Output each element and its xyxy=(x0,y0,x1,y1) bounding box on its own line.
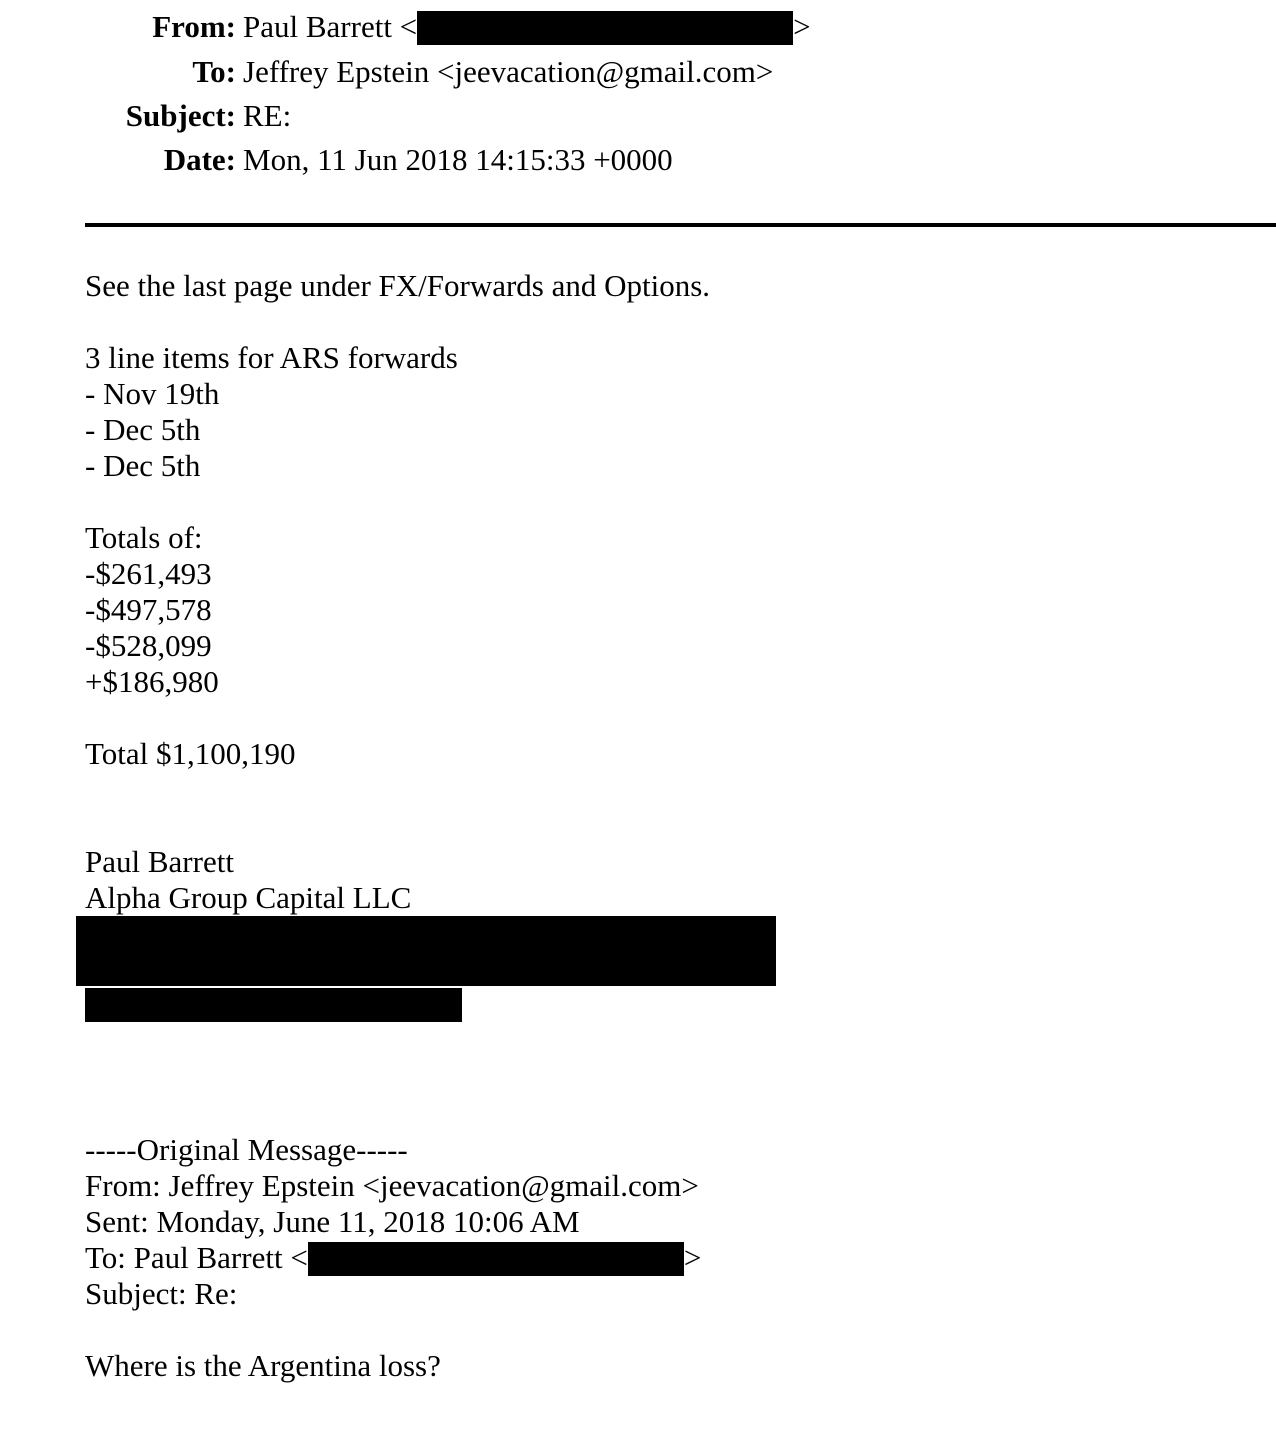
redaction-signature-block-1 xyxy=(76,916,776,986)
from-close: > xyxy=(793,9,811,44)
original-message-divider: -----Original Message----- xyxy=(85,1132,408,1167)
grand-total: Total $1,100,190 xyxy=(85,736,296,771)
line-item: - Nov 19th xyxy=(85,376,220,411)
original-body: Where is the Argentina loss? xyxy=(85,1348,441,1383)
original-to xyxy=(85,1240,701,1276)
from-value xyxy=(243,9,811,45)
to-label: To: xyxy=(192,54,236,89)
line-items-heading: 3 line items for ARS forwards xyxy=(85,340,458,375)
totals-heading: Totals of: xyxy=(85,520,203,555)
subject-label: Subject: xyxy=(125,98,236,133)
from-label: From: xyxy=(152,9,236,44)
line-item: - Dec 5th xyxy=(85,448,201,483)
subject-value: RE: xyxy=(243,98,292,133)
total-amount: -$261,493 xyxy=(85,556,212,591)
from-name: Paul Barrett < xyxy=(243,9,418,44)
to-value: Jeffrey Epstein <jeevacation@gmail.com> xyxy=(243,54,774,89)
total-amount: +$186,980 xyxy=(85,664,219,699)
original-from: From: Jeffrey Epstein <jeevacation@gmail.com> xyxy=(85,1168,699,1203)
signature-company: Alpha Group Capital LLC xyxy=(85,880,412,915)
original-subject: Subject: Re: xyxy=(85,1276,238,1311)
total-amount: -$497,578 xyxy=(85,592,212,627)
line-item: - Dec 5th xyxy=(85,412,201,447)
redaction-from-email xyxy=(417,11,793,45)
original-to-prefix: To: Paul Barrett < xyxy=(85,1240,308,1275)
redaction-signature-block-2 xyxy=(85,988,462,1022)
body-intro: See the last page under FX/Forwards and Options. xyxy=(85,268,711,303)
total-amount: -$528,099 xyxy=(85,628,212,663)
original-sent: Sent: Monday, June 11, 2018 10:06 AM xyxy=(85,1204,580,1239)
date-label: Date: xyxy=(163,142,236,177)
date-value: Mon, 11 Jun 2018 14:15:33 +0000 xyxy=(243,142,673,177)
redaction-original-to-email xyxy=(308,1242,684,1276)
header-divider xyxy=(85,223,1276,227)
original-to-close: > xyxy=(683,1240,702,1275)
signature-name: Paul Barrett xyxy=(85,844,234,879)
